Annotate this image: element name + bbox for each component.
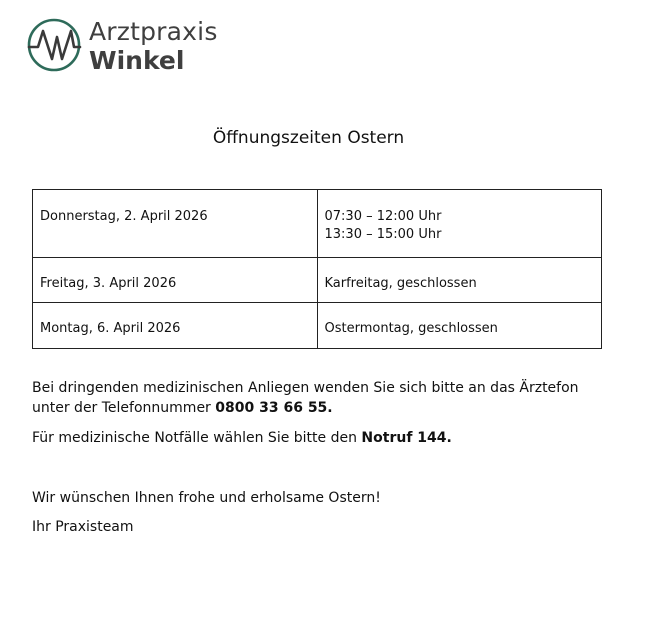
date-cell (33, 258, 318, 303)
hours-cell (317, 258, 602, 303)
date-text: Donnerstag, 2. April 2026 (40, 209, 208, 224)
hours-text: 07:30 – 12:00 Uhr (324, 209, 442, 224)
emergency-text: Für medizinische Notfälle wählen Sie bitte den (32, 430, 362, 446)
hours-text: 13:30 – 15:00 Uhr (324, 227, 442, 242)
date-cell (33, 190, 318, 258)
hours-cell (317, 303, 602, 349)
aerztefon-notice (32, 378, 622, 418)
emergency-number: Notruf 144. (361, 430, 452, 446)
hours-text: Ostermontag, geschlossen (324, 321, 498, 336)
opening-hours-table (32, 189, 602, 349)
hours-text: Karfreitag, geschlossen (324, 276, 477, 291)
logo-name-line2: Winkel (89, 46, 185, 75)
greeting: Wir wünschen Ihnen frohe und erholsame Ostern! (32, 490, 381, 506)
table-row (33, 190, 602, 258)
practice-logo (27, 17, 247, 77)
table-row (33, 303, 602, 349)
phone-number: 0800 33 66 55. (215, 400, 333, 416)
signature: Ihr Praxisteam (32, 519, 134, 535)
page-title: Öffnungszeiten Ostern (212, 128, 405, 148)
logo-name-line1: Arztpraxis (89, 17, 218, 46)
date-text: Freitag, 3. April 2026 (40, 276, 177, 291)
emergency-notice (32, 428, 622, 448)
date-cell (33, 303, 318, 349)
notice-line1: Bei dringenden medizinischen Anliegen wenden Sie sich bitte an das Ärztefon (32, 380, 579, 396)
hours-cell (317, 190, 602, 258)
date-text: Montag, 6. April 2026 (40, 321, 181, 336)
table-row (33, 258, 602, 303)
notice-line2: unter der Telefonnummer (32, 400, 216, 416)
heartbeat-w-icon (27, 17, 83, 73)
